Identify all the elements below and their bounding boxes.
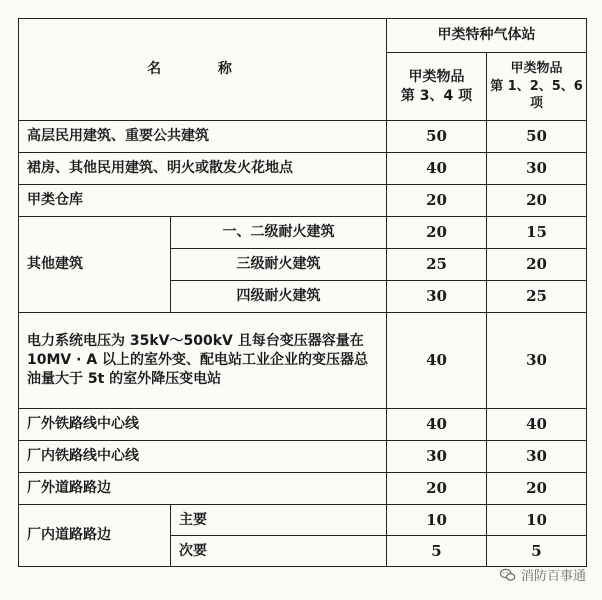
value-a: 30 — [387, 281, 487, 313]
value-b: 30 — [487, 313, 587, 409]
row-label: 厂外道路路边 — [19, 473, 387, 505]
value-b: 15 — [487, 217, 587, 249]
value-b: 20 — [487, 473, 587, 505]
value-b: 25 — [487, 281, 587, 313]
value-a: 30 — [387, 441, 487, 473]
spacing-table — [18, 18, 587, 567]
wechat-icon — [499, 566, 517, 584]
row-label: 厂内铁路线中心线 — [19, 441, 387, 473]
value-b: 40 — [487, 409, 587, 441]
value-b: 20 — [487, 249, 587, 281]
value-b: 30 — [487, 153, 587, 185]
value-b: 10 — [487, 505, 587, 536]
value-b: 50 — [487, 121, 587, 153]
value-a: 10 — [387, 505, 487, 536]
value-a: 20 — [387, 217, 487, 249]
value-a: 25 — [387, 249, 487, 281]
row-label: 甲类仓库 — [19, 185, 387, 217]
value-b: 30 — [487, 441, 587, 473]
value-a: 20 — [387, 185, 487, 217]
header-col-a: 甲类物品 第 3、4 项 — [387, 53, 487, 121]
sub-row-label: 次要 — [171, 536, 387, 567]
row-label: 裙房、其他民用建筑、明火或散发火花地点 — [19, 153, 387, 185]
group-label: 厂内道路路边 — [19, 505, 171, 567]
sub-row-label: 主要 — [171, 505, 387, 536]
value-a: 40 — [387, 313, 487, 409]
value-b: 5 — [487, 536, 587, 567]
header-col-b: 甲类物品 第 1、2、5、6 项 — [487, 53, 587, 121]
group-label: 其他建筑 — [19, 217, 171, 313]
header-name: 名 称 — [147, 61, 258, 78]
row-label-power: 电力系统电压为 35kV～500kV 且每台变压器容量在 10MV · A 以上的室外变、配电站工业企业的变压器总油量大于 5t 的室外降压变电站 — [19, 313, 387, 409]
value-a: 40 — [387, 409, 487, 441]
header-station-group: 甲类特种气体站 — [387, 19, 587, 53]
watermark-text: 消防百事通 — [520, 569, 586, 584]
value-a: 20 — [387, 473, 487, 505]
watermark — [499, 565, 586, 584]
sub-row-label: 四级耐火建筑 — [171, 281, 387, 313]
value-b: 20 — [487, 185, 587, 217]
row-label: 高层民用建筑、重要公共建筑 — [19, 121, 387, 153]
sub-row-label: 一、二级耐火建筑 — [171, 217, 387, 249]
value-a: 5 — [387, 536, 487, 567]
sub-row-label: 三级耐火建筑 — [171, 249, 387, 281]
value-a: 40 — [387, 153, 487, 185]
header-name-cell — [19, 19, 387, 121]
row-label: 厂外铁路线中心线 — [19, 409, 387, 441]
value-a: 50 — [387, 121, 487, 153]
